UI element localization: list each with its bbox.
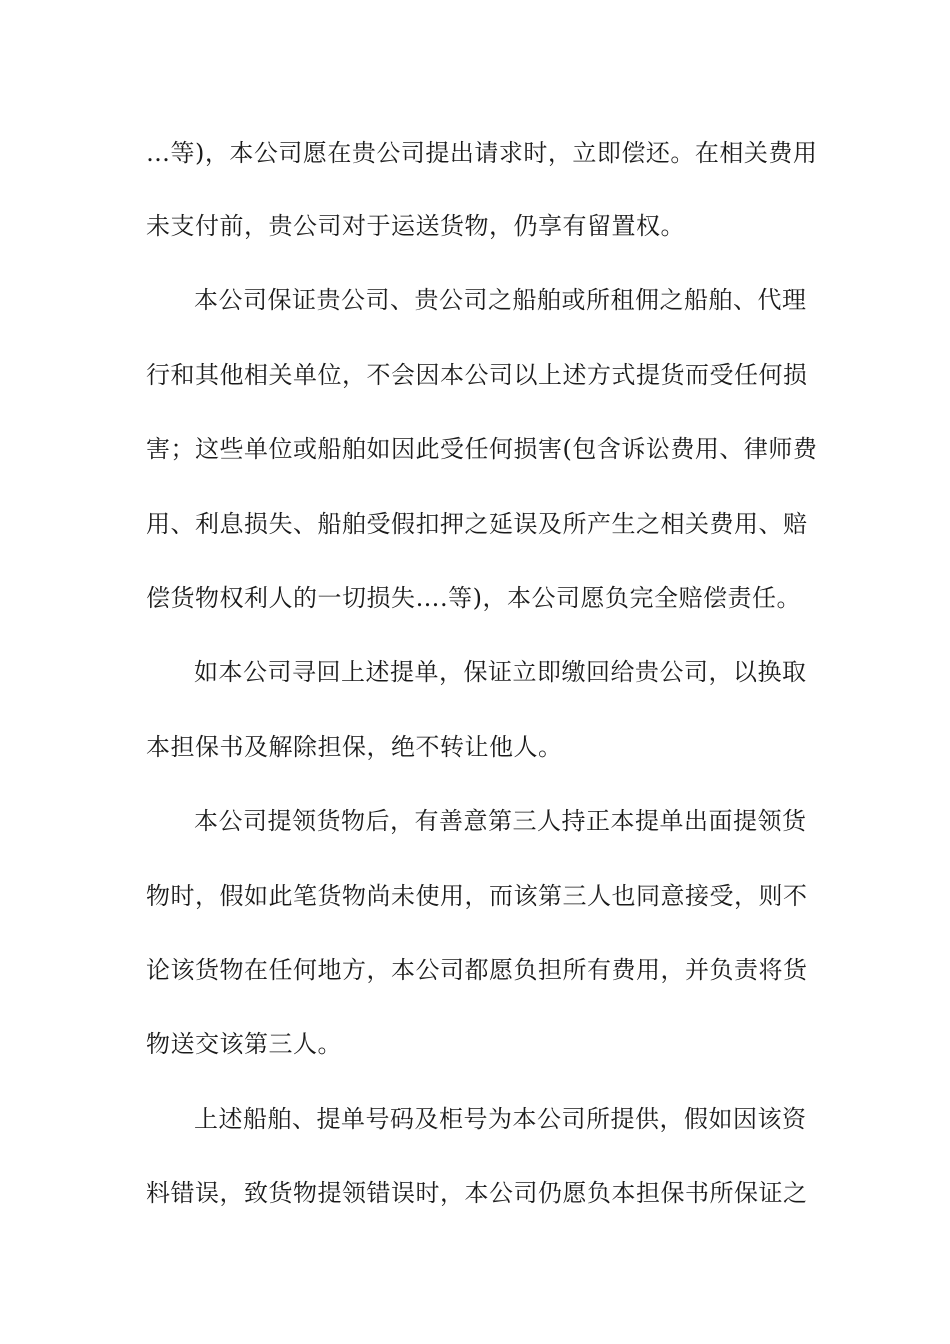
text-line: …等)，本公司愿在贵公司提出请求时，立即偿还。在相关费用	[146, 139, 818, 167]
text-line: 害；这些单位或船舶如因此受任何损害(包含诉讼费用、律师费	[146, 435, 818, 463]
paragraph-first-line: 本公司提领货物后，有善意第三人持正本提单出面提领货	[194, 807, 807, 835]
text-line: 物送交该第三人。	[146, 1030, 342, 1058]
text-line: 物时，假如此笔货物尚未使用，而该第三人也同意接受，则不	[146, 882, 808, 910]
text-line: 本担保书及解除担保，绝不转让他人。	[146, 733, 563, 761]
text-line: 用、利息损失、船舶受假扣押之延误及所产生之相关费用、赔	[146, 510, 808, 538]
paragraph-first-line: 如本公司寻回上述提单，保证立即缴回给贵公司，以换取	[194, 658, 807, 686]
text-line: 偿货物权利人的一切损失….等)，本公司愿负完全赔偿责任。	[146, 584, 801, 612]
text-line: 料错误，致货物提领错误时，本公司仍愿负本担保书所保证之	[146, 1179, 808, 1207]
text-line: 论该货物在任何地方，本公司都愿负担所有费用，并负责将货	[146, 956, 808, 984]
text-line: 未支付前，贵公司对于运送货物，仍享有留置权。	[146, 212, 685, 240]
text-line: 行和其他相关单位，不会因本公司以上述方式提货而受任何损	[146, 361, 808, 389]
paragraph-first-line: 本公司保证贵公司、贵公司之船舶或所租佣之船舶、代理	[194, 286, 807, 314]
paragraph-first-line: 上述船舶、提单号码及柜号为本公司所提供，假如因该资	[194, 1105, 807, 1133]
